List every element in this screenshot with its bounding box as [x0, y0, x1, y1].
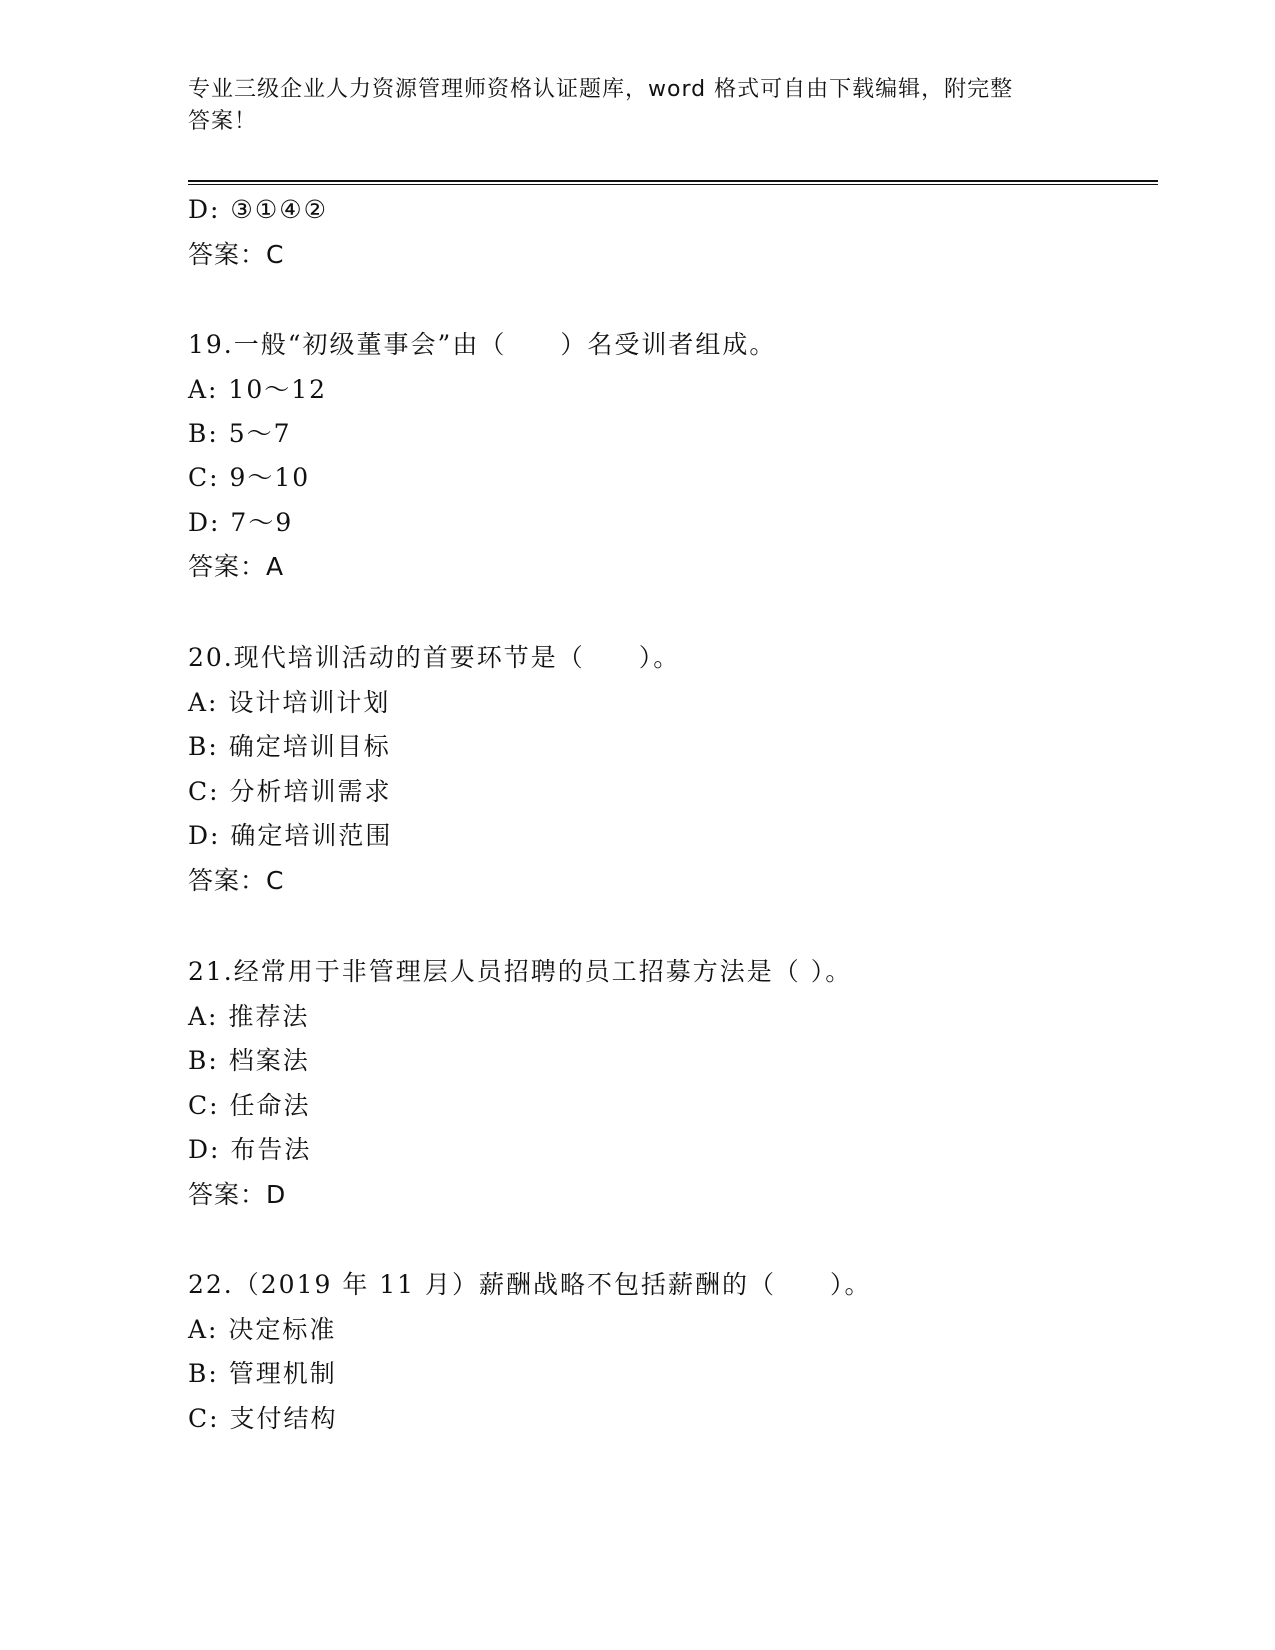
q22-option-b: B: 管理机制 — [188, 1359, 337, 1388]
q21-option-c: C: 任命法 — [188, 1091, 311, 1120]
header-divider-thin — [188, 184, 1158, 185]
q19-option-c: C: 9～10 — [188, 463, 311, 492]
q21-option-d: D: 布告法 — [188, 1135, 312, 1164]
q21-answer: 答案：D — [188, 1180, 287, 1209]
q20-option-d: D: 确定培训范围 — [188, 821, 393, 850]
q19-option-d: D: 7～9 — [188, 508, 294, 537]
q21-question: 21.经常用于非管理层人员招聘的员工招募方法是（ ）。 — [188, 957, 853, 986]
q22-option-a: A: 决定标准 — [188, 1315, 337, 1344]
q20-option-a: A: 设计培训计划 — [188, 688, 391, 717]
q21-option-b: B: 档案法 — [188, 1046, 310, 1075]
q19-answer: 答案：A — [188, 552, 285, 581]
q19-option-b: B: 5～7 — [188, 419, 292, 448]
document-header — [188, 74, 1088, 138]
header-line-1: 专业三级企业人力资源管理师资格认证题库，word 格式可自由下载编辑，附完整 — [188, 77, 1014, 102]
q20-question: 20.现代培训活动的首要环节是（ ）。 — [188, 643, 681, 672]
header-line-2: 答案！ — [188, 109, 258, 134]
q22-option-c: C: 支付结构 — [188, 1404, 338, 1433]
q20-option-b: B: 确定培训目标 — [188, 732, 391, 761]
q22-question: 22.（2019 年 11 月）薪酬战略不包括薪酬的（ ）。 — [188, 1270, 872, 1299]
q19-option-a: A: 10～12 — [188, 375, 328, 404]
q18-option-d: D: ③①④② — [188, 195, 329, 224]
q21-option-a: A: 推荐法 — [188, 1002, 310, 1031]
header-divider-thick — [188, 180, 1158, 182]
q18-answer: 答案：C — [188, 240, 285, 269]
q20-answer: 答案：C — [188, 866, 285, 895]
q19-question: 19.一般“初级董事会”由（ ）名受训者组成。 — [188, 330, 777, 359]
q20-option-c: C: 分析培训需求 — [188, 777, 392, 806]
